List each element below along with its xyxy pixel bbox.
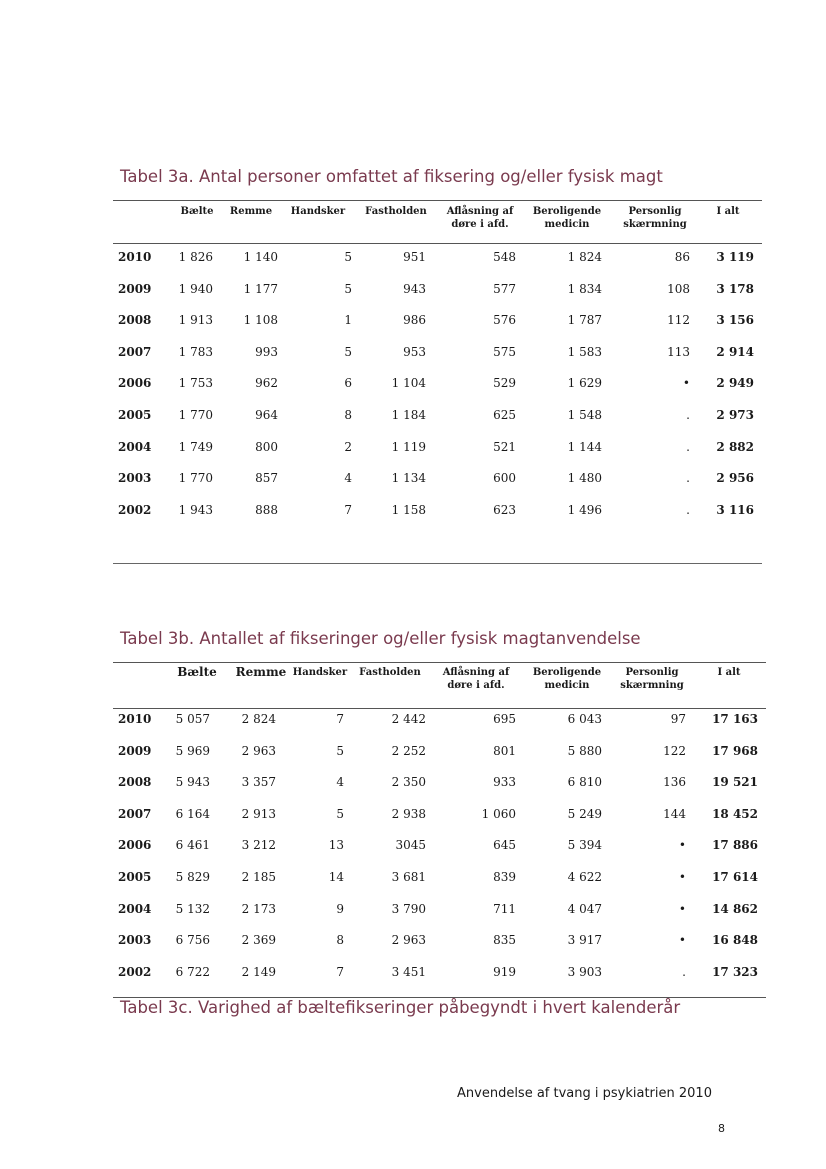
col-header-personlig-line2: skærmning [620,680,684,691]
cell-baelte: 5 943 [175,775,210,790]
cell-fastholden: 2 252 [391,743,426,758]
cell-remme: 2 963 [241,743,276,758]
cell-aflasning: 600 [493,471,516,486]
cell-handsker: 5 [336,806,344,821]
table-row [0,279,826,299]
cell-baelte: 5 057 [175,712,210,726]
cell-handsker: 7 [336,712,344,726]
cell-remme: 1 108 [243,313,278,328]
cell-year: 2002 [118,502,152,517]
cell-remme: 857 [255,471,278,486]
cell-beroligende: 6 043 [567,712,602,726]
cell-handsker: 4 [344,471,352,486]
cell-handsker: 4 [336,775,344,790]
cell-handsker: 8 [336,933,344,948]
cell-personlig: • [682,376,690,391]
table-row [0,373,826,393]
cell-beroligende: 1 834 [567,281,602,296]
col-header-personlig-line1: Personlig [628,206,682,217]
cell-year: 2005 [118,870,152,884]
cell-aflasning: 645 [493,838,516,853]
col-header-personlig [612,666,692,692]
cell-baelte: 6 756 [175,933,210,948]
table-row [0,500,826,520]
table-row [0,709,826,729]
cell-baelte: 1 753 [178,376,213,391]
table-row [0,835,826,855]
cell-remme: 1 140 [243,250,278,264]
cell-beroligende: 1 480 [567,471,602,486]
cell-fastholden: 1 158 [391,502,426,517]
cell-beroligende: 1 629 [567,376,602,391]
cell-aflasning: 835 [493,933,516,948]
col-header-fastholden: Fastholden [365,206,427,217]
col-header-handsker: Handsker [292,667,348,678]
cell-handsker: 5 [344,281,352,296]
col-header-remme: Remme [235,665,287,679]
cell-fastholden: 986 [403,313,426,328]
cell-remme: 993 [255,344,278,359]
cell-year: 2010 [118,250,152,264]
cell-personlig: • [678,901,686,916]
table-row [0,772,826,792]
cell-personlig: 144 [663,806,686,821]
cell-beroligende: 3 903 [567,964,602,979]
cell-baelte: 5 969 [175,743,210,758]
cell-personlig: 113 [667,344,690,359]
cell-personlig: 112 [667,313,690,328]
col-header-beroligende-line2: medicin [544,219,590,230]
cell-personlig: 136 [663,775,686,790]
cell-aflasning: 577 [493,281,516,296]
col-header-beroligende-line2: medicin [544,680,590,691]
cell-beroligende: 5 249 [567,806,602,821]
cell-remme: 800 [255,439,278,454]
cell-i-alt: 18 452 [712,806,758,821]
cell-beroligende: 1 496 [567,502,602,517]
cell-i-alt: 2 973 [716,408,754,422]
cell-year: 2006 [118,838,152,853]
cell-year: 2007 [118,806,152,821]
col-header-aflasning-line2: døre i afd. [451,219,509,230]
col-header-i-alt: I alt [717,667,741,678]
col-header-personlig-line1: Personlig [625,667,679,678]
cell-remme: 2 185 [241,870,276,884]
cell-remme: 964 [255,408,278,422]
cell-remme: 1 177 [243,281,278,296]
cell-beroligende: 1 824 [567,250,602,264]
cell-baelte: 1 940 [178,281,213,296]
cell-fastholden: 943 [403,281,426,296]
cell-fastholden: 1 119 [391,439,426,454]
cell-aflasning: 521 [493,439,516,454]
cell-aflasning: 919 [493,964,516,979]
cell-personlig: • [678,870,686,884]
cell-i-alt: 3 119 [716,250,754,264]
col-header-aflasning [440,205,520,231]
cell-personlig: 97 [670,712,686,726]
cell-beroligende: 1 787 [567,313,602,328]
cell-year: 2004 [118,439,152,454]
page-footer: Anvendelse af tvang i psykiatrien 2010 [457,1086,712,1101]
cell-remme: 3 212 [241,838,276,853]
cell-i-alt: 17 614 [712,870,758,884]
table-row [0,342,826,362]
cell-fastholden: 2 963 [391,933,426,948]
cell-i-alt: 2 882 [716,439,754,454]
cell-i-alt: 3 178 [716,281,754,296]
cell-i-alt: 19 521 [712,775,758,790]
cell-handsker: 5 [344,344,352,359]
cell-i-alt: 17 886 [712,838,758,853]
cell-remme: 962 [255,376,278,391]
col-header-aflasning-line2: døre i afd. [447,680,505,691]
cell-aflasning: 933 [493,775,516,790]
cell-beroligende: 4 622 [567,870,602,884]
cell-beroligende: 6 810 [567,775,602,790]
cell-baelte: 1 749 [178,439,213,454]
cell-personlig: . [686,471,690,486]
cell-beroligende: 4 047 [567,901,602,916]
cell-fastholden: 1 184 [391,408,426,422]
table-a-bottom-rule [113,563,762,564]
cell-year: 2008 [118,313,152,328]
cell-year: 2003 [118,933,152,948]
cell-remme: 888 [255,502,278,517]
cell-year: 2005 [118,408,152,422]
cell-aflasning: 839 [493,870,516,884]
col-header-beroligende [528,205,606,231]
cell-fastholden: 953 [403,344,426,359]
table-a-header-rule [113,243,762,244]
col-header-personlig [615,205,695,231]
cell-year: 2007 [118,344,152,359]
cell-fastholden: 2 350 [391,775,426,790]
table-c-title: Tabel 3c. Varighed af bæltefikseringer påbegyndt i hvert kalenderår [120,998,681,1017]
page-number: 8 [718,1122,725,1135]
col-header-beroligende-line1: Beroligende [532,667,602,678]
cell-fastholden: 3045 [395,838,426,853]
table-row [0,962,826,982]
table-row [0,741,826,761]
table-row [0,468,826,488]
cell-fastholden: 1 134 [391,471,426,486]
cell-remme: 2 149 [241,964,276,979]
col-header-baelte: Bælte [180,206,214,217]
table-a-top-rule [113,200,762,201]
table-b-title: Tabel 3b. Antallet af fikseringer og/eller fysisk magtanvendelse [120,629,641,648]
cell-year: 2010 [118,712,152,726]
cell-personlig: . [682,964,686,979]
cell-handsker: 8 [344,408,352,422]
cell-year: 2002 [118,964,152,979]
table-row [0,867,826,887]
col-header-baelte: Bælte [177,665,217,679]
col-header-beroligende [528,666,606,692]
cell-beroligende: 5 880 [567,743,602,758]
cell-fastholden: 3 681 [391,870,426,884]
cell-fastholden: 2 442 [391,712,426,726]
cell-handsker: 7 [336,964,344,979]
table-a-title: Tabel 3a. Antal personer omfattet af fiksering og/eller fysisk magt [120,167,663,186]
cell-remme: 2 824 [241,712,276,726]
col-header-handsker: Handsker [290,206,346,217]
cell-remme: 2 913 [241,806,276,821]
cell-baelte: 1 770 [178,408,213,422]
cell-baelte: 1 826 [178,250,213,264]
cell-year: 2009 [118,281,152,296]
cell-baelte: 1 783 [178,344,213,359]
cell-year: 2009 [118,743,152,758]
cell-baelte: 6 164 [175,806,210,821]
cell-handsker: 7 [344,502,352,517]
cell-handsker: 1 [344,313,352,328]
cell-aflasning: 529 [493,376,516,391]
col-header-fastholden: Fastholden [359,667,421,678]
table-row [0,804,826,824]
cell-handsker: 2 [344,439,352,454]
table-b-top-rule [113,662,766,663]
cell-personlig: 108 [667,281,690,296]
cell-personlig: • [678,838,686,853]
cell-aflasning: 695 [493,712,516,726]
cell-personlig: . [686,408,690,422]
cell-year: 2008 [118,775,152,790]
cell-aflasning: 1 060 [481,806,516,821]
cell-year: 2006 [118,376,152,391]
cell-aflasning: 548 [493,250,516,264]
cell-beroligende: 1 583 [567,344,602,359]
cell-baelte: 6 722 [175,964,210,979]
cell-aflasning: 576 [493,313,516,328]
col-header-beroligende-line1: Beroligende [532,206,602,217]
table-row [0,437,826,457]
cell-i-alt: 2 949 [716,376,754,391]
cell-personlig: 86 [674,250,690,264]
table-row [0,899,826,919]
cell-i-alt: 16 848 [712,933,758,948]
cell-i-alt: 17 323 [712,964,758,979]
cell-aflasning: 623 [493,502,516,517]
cell-handsker: 13 [328,838,344,853]
cell-handsker: 9 [336,901,344,916]
cell-i-alt: 2 956 [716,471,754,486]
cell-remme: 3 357 [241,775,276,790]
cell-i-alt: 3 156 [716,313,754,328]
col-header-remme: Remme [229,206,273,217]
cell-beroligende: 1 144 [567,439,602,454]
cell-i-alt: 14 862 [712,901,758,916]
cell-baelte: 1 943 [178,502,213,517]
cell-baelte: 6 461 [175,838,210,853]
cell-aflasning: 801 [493,743,516,758]
cell-baelte: 1 770 [178,471,213,486]
cell-i-alt: 2 914 [716,344,754,359]
cell-year: 2004 [118,901,152,916]
cell-personlig: . [686,439,690,454]
col-header-i-alt: I alt [716,206,740,217]
cell-year: 2003 [118,471,152,486]
cell-handsker: 5 [336,743,344,758]
cell-fastholden: 951 [403,250,426,264]
cell-personlig: . [686,502,690,517]
col-header-aflasning [436,666,516,692]
cell-beroligende: 3 917 [567,933,602,948]
cell-aflasning: 575 [493,344,516,359]
cell-beroligende: 1 548 [567,408,602,422]
cell-fastholden: 3 451 [391,964,426,979]
cell-aflasning: 711 [493,901,516,916]
col-header-aflasning-line1: Aflåsning af [442,667,510,678]
cell-i-alt: 17 163 [712,712,758,726]
table-row [0,930,826,950]
cell-fastholden: 3 790 [391,901,426,916]
col-header-personlig-line2: skærmning [623,219,687,230]
table-row [0,247,826,267]
table-row [0,405,826,425]
cell-fastholden: 1 104 [391,376,426,391]
cell-i-alt: 3 116 [716,502,754,517]
cell-aflasning: 625 [493,408,516,422]
cell-baelte: 5 829 [175,870,210,884]
cell-handsker: 5 [344,250,352,264]
cell-fastholden: 2 938 [391,806,426,821]
cell-handsker: 14 [328,870,344,884]
table-row [0,310,826,330]
cell-handsker: 6 [344,376,352,391]
cell-personlig: 122 [663,743,686,758]
cell-remme: 2 369 [241,933,276,948]
cell-personlig: • [678,933,686,948]
cell-i-alt: 17 968 [712,743,758,758]
cell-beroligende: 5 394 [567,838,602,853]
col-header-aflasning-line1: Aflåsning af [446,206,514,217]
cell-baelte: 1 913 [178,313,213,328]
cell-baelte: 5 132 [175,901,210,916]
cell-remme: 2 173 [241,901,276,916]
